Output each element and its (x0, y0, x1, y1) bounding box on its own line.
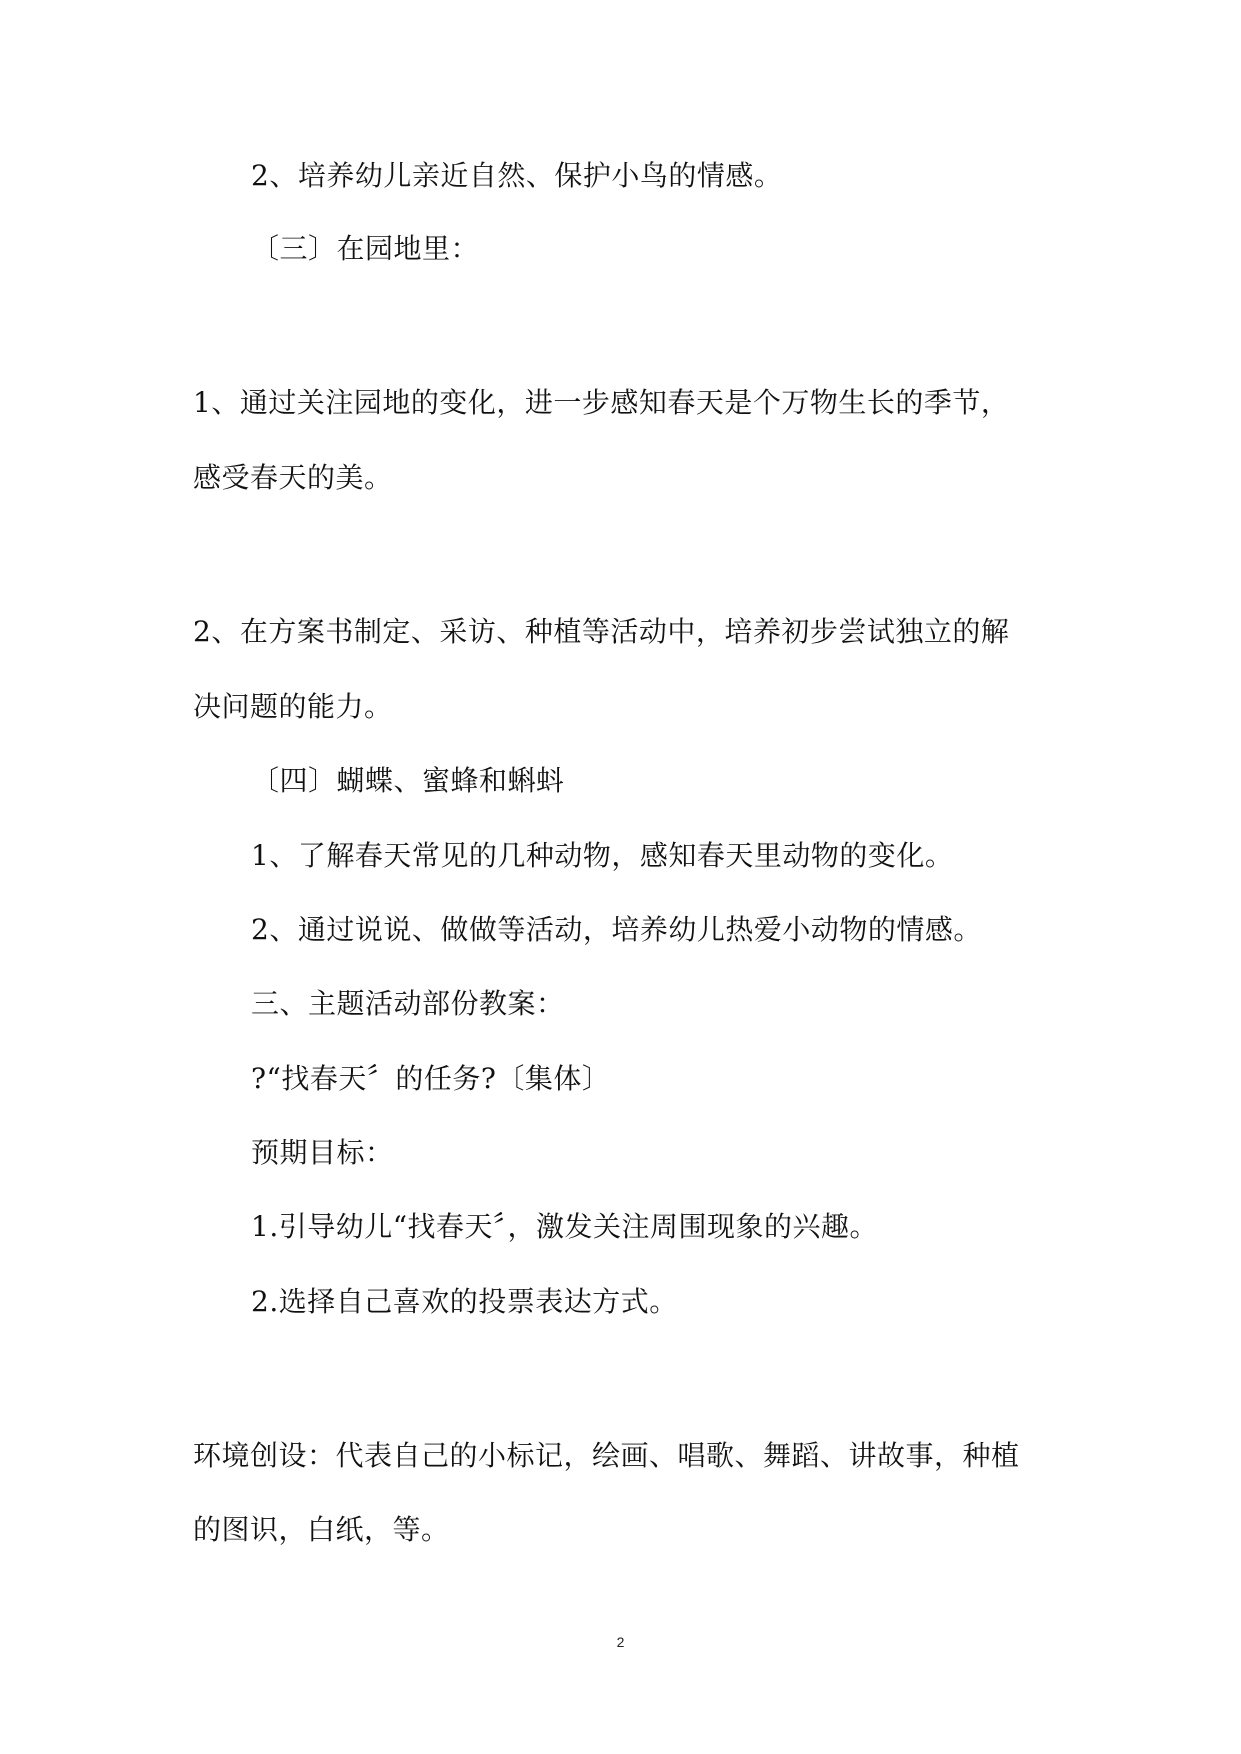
paragraph-line: 2、通过说说、做做等活动，培养幼儿热爱小动物的情感。 (251, 913, 982, 946)
section-heading: 三、主题活动部份教案： (251, 987, 565, 1020)
paragraph-line: 的图识，白纸，等。 (193, 1513, 450, 1546)
paragraph-line: 2、培养幼儿亲近自然、保护小鸟的情感。 (251, 159, 783, 192)
paragraph-line: 1、通过关注园地的变化，进一步感知春天是个万物生长的季节， (193, 386, 1010, 419)
paragraph-line: 2、在方案书制定、采访、种植等活动中，培养初步尝试独立的解 (193, 615, 1010, 648)
paragraph-line: 感受春天的美。 (193, 461, 393, 494)
page-number: 2 (616, 1634, 625, 1650)
paragraph-line: 1、了解春天常见的几种动物，感知春天里动物的变化。 (251, 839, 954, 872)
section-heading: 〔四〕蝴蝶、蜜蜂和蝌蚪 (251, 764, 565, 797)
paragraph-line: 决问题的能力。 (193, 690, 393, 723)
section-heading: 〔三〕在园地里： (251, 232, 480, 265)
paragraph-line: 1.引导幼儿“找春天〞，激发关注周围现象的兴趣。 (251, 1210, 879, 1243)
lesson-title: ?“找春天〞的任务?〔集体〕 (251, 1062, 611, 1095)
paragraph-line: 2.选择自己喜欢的投票表达方式。 (251, 1285, 678, 1318)
subheading: 预期目标： (251, 1136, 394, 1169)
paragraph-line: 环境创设：代表自己的小标记，绘画、唱歌、舞蹈、讲故事，种植 (193, 1439, 1020, 1472)
